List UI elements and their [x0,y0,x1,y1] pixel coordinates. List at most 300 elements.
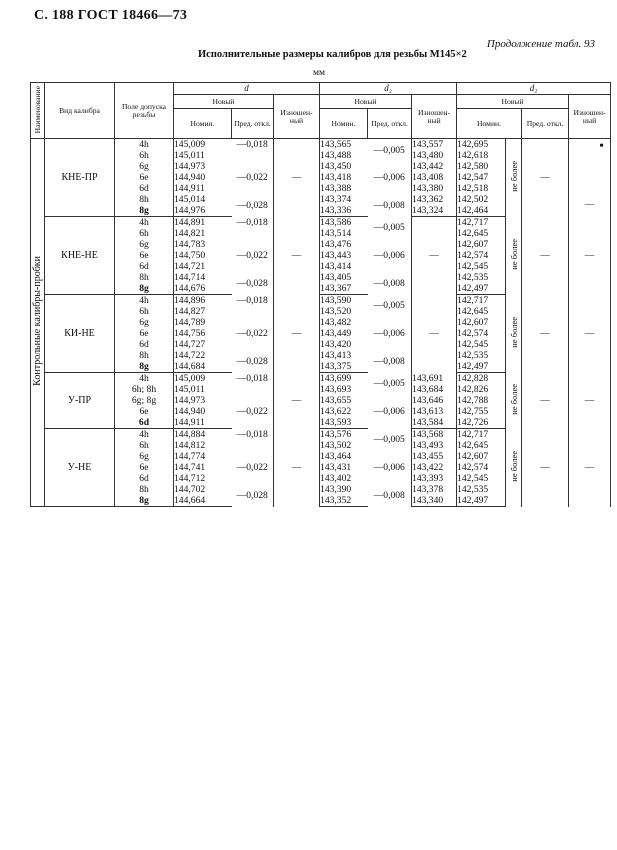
d2-nominal-value: 143,476 [320,239,352,250]
d1-nominal [457,440,506,451]
gauge-kind: У-ПР [45,373,115,429]
d2-worn-value: 143,691 [412,372,444,384]
d-nominal-value: 144,827 [174,306,206,317]
d1-nominal [457,295,506,307]
d-nominal [174,395,232,406]
d2-nominal [320,350,368,361]
tolerance-field: 8g [115,205,174,217]
tolerance-field: 6h [115,150,174,161]
d2-worn [412,473,457,484]
d1-nominal [457,406,506,417]
d-nominal-value: 144,896 [174,295,206,306]
d1-deviation: — [522,429,569,507]
d1-nominal [457,250,506,261]
d1-nominal [457,328,506,339]
d1-nominal [457,306,506,317]
d1-worn [569,139,611,217]
d2-nominal [320,205,368,217]
d2-nominal [320,495,368,507]
not-more-text: не более [508,316,519,348]
d1-worn: — [569,295,611,373]
d1-nominal-value: 142,547 [457,172,489,183]
d1-nominal-value: 142,464 [457,205,489,216]
d-nominal-value: 145,009 [174,139,206,150]
d-nominal-value: 144,684 [174,361,206,372]
d-nominal [174,306,232,317]
d1-nominal [457,217,506,229]
d2-nominal [320,172,368,183]
d2-nominal-value: 143,655 [320,395,352,406]
d2-nominal-value: 143,405 [320,272,352,283]
d2-nominal [320,161,368,172]
d-nominal [174,150,232,161]
d-deviation: —0,018 [232,429,274,452]
d2-worn-value: 143,493 [412,440,444,451]
d-nominal [174,406,232,417]
d-nominal-value: 144,783 [174,239,206,250]
d2-deviation: —0,006 [368,451,412,484]
d2-worn [412,172,457,183]
d-nominal [174,217,232,229]
d2-nominal-value: 143,367 [320,283,352,294]
d-nominal-value: 144,821 [174,228,206,239]
d-nominal-value: 144,973 [174,395,206,406]
d2-nominal [320,194,368,205]
gauge-kind: КНЕ-ПР [45,139,115,217]
d-deviation: —0,018 [232,217,274,240]
d2-nominal [320,261,368,272]
d1-nominal-value: 142,580 [457,161,489,172]
d-nominal [174,417,232,429]
not-more-label [506,373,522,429]
d2-nominal-value: 143,420 [320,339,352,350]
d2-worn-value: 143,340 [412,495,444,506]
d2-worn [412,406,457,417]
d1-nominal-value: 142,788 [457,395,489,406]
d1-worn: — [569,217,611,295]
tolerance-field: 6h [115,440,174,451]
d2-nominal [320,306,368,317]
d2-nominal [320,406,368,417]
d-deviation: —0,022 [232,395,274,429]
d2-worn [412,429,457,441]
d-nominal [174,361,232,373]
d-nominal [174,295,232,307]
d2-worn [412,194,457,205]
d2-nominal [320,150,368,161]
d1-worn-dash: — [584,199,595,210]
d2-worn-value: 143,480 [412,150,444,161]
d2-nominal [320,440,368,451]
mark-dot: • [599,139,605,154]
d2-deviation: —0,006 [368,317,412,350]
d1-nominal [457,462,506,473]
tolerance-field: 4h [115,217,174,229]
d2-worn-value: 143,380 [412,183,444,194]
tolerance-field: 6h [115,228,174,239]
d2-worn [412,462,457,473]
d-nominal [174,495,232,507]
header-d2-dev: Пред. откл. [368,109,412,139]
d1-nominal-value: 142,535 [457,350,489,361]
header-d-nom: Номин. [174,109,232,139]
d1-nominal [457,373,506,385]
d2-nominal [320,295,368,307]
d2-nominal-value: 143,443 [320,250,352,261]
tolerance-field: 4h [115,373,174,385]
not-more-text: не более [508,450,519,482]
d2-nominal [320,272,368,283]
header-d1-new: Новый [457,95,569,109]
d1-nominal-value: 142,497 [457,361,489,372]
d2-worn [412,205,457,217]
d-nominal [174,484,232,495]
d1-nominal-value: 142,535 [457,484,489,495]
d2-nominal-value: 143,414 [320,261,352,272]
d2-worn [412,417,457,429]
tolerance-field: 8h [115,272,174,283]
d-nominal [174,373,232,385]
d-deviation: —0,022 [232,451,274,484]
d-nominal [174,194,232,205]
d2-worn-value: 143,568 [412,429,444,440]
d-nominal-value: 145,011 [174,384,205,395]
d1-nominal-value: 142,607 [457,239,489,250]
d1-nominal [457,205,506,217]
d-nominal-value: 144,741 [174,462,206,473]
d2-nominal [320,462,368,473]
d2-nominal-value: 143,388 [320,183,352,194]
tolerance-field: 6e [115,462,174,473]
d1-deviation: — [522,373,569,429]
tolerance-field: 6e [115,250,174,261]
d2-nominal-value: 143,699 [320,373,352,384]
d-worn: — [274,429,320,507]
d-deviation: —0,022 [232,161,274,194]
d2-worn: — [412,217,457,295]
d2-deviation: —0,006 [368,395,412,429]
d-nominal [174,161,232,172]
d2-nominal-value: 143,413 [320,350,352,361]
d1-worn: — [569,373,611,429]
d-nominal [174,250,232,261]
table-row [31,429,611,441]
d1-nominal-value: 142,717 [457,429,489,440]
d-nominal [174,228,232,239]
tolerance-field: 8h [115,194,174,205]
d2-deviation: —0,005 [368,373,412,396]
d-nominal [174,239,232,250]
d1-nominal-value: 142,726 [457,417,489,428]
d-nominal-value: 144,911 [174,417,205,428]
header-d1-worn: Изношен-ный [569,95,611,139]
tolerance-field: 6g; 8g [115,395,174,406]
d-nominal-value: 145,009 [174,373,206,384]
d1-nominal [457,473,506,484]
d2-nominal-value: 143,593 [320,417,352,428]
d2-nominal-value: 143,336 [320,205,352,216]
tolerance-field: 6d [115,261,174,272]
header-d-worn: Изношен-ный [274,95,320,139]
header-d1-nom: Номин. [457,109,522,139]
tolerance-field: 6g [115,239,174,250]
d1-nominal [457,429,506,441]
d-nominal-value: 144,911 [174,183,205,194]
d-nominal-value: 145,014 [174,194,206,205]
d1-nominal-value: 142,717 [457,217,489,228]
tolerance-field: 6g [115,161,174,172]
d1-nominal [457,317,506,328]
d2-deviation: —0,005 [368,217,412,240]
d2-nominal-value: 143,590 [320,295,352,306]
header-name: Наименование [31,83,45,139]
d-nominal-value: 144,940 [174,406,206,417]
tolerance-field: 6d [115,183,174,194]
d2-nominal [320,484,368,495]
tolerance-field: 6g [115,451,174,462]
d1-nominal [457,228,506,239]
d2-nominal-value: 143,502 [320,440,352,451]
d-nominal [174,350,232,361]
d1-nominal-value: 142,574 [457,328,489,339]
d2-worn-value: 143,455 [412,451,444,462]
d-nominal [174,328,232,339]
d2-worn-value: 143,422 [412,462,444,473]
d1-nominal-value: 142,535 [457,272,489,283]
d2-worn [412,373,457,385]
d-nominal [174,205,232,217]
units-label: мм [313,68,326,78]
tolerance-field: 8g [115,361,174,373]
table-row [31,373,611,385]
side-label [31,139,45,507]
tolerance-field: 4h [115,139,174,151]
d-nominal [174,261,232,272]
d-nominal [174,429,232,441]
d-nominal [174,339,232,350]
header-d-new: Новый [174,95,274,109]
d2-nominal-value: 143,431 [320,462,352,473]
d2-nominal [320,228,368,239]
d1-nominal [457,350,506,361]
tolerance-field: 6d [115,473,174,484]
d2-deviation: —0,005 [368,295,412,318]
d1-deviation: — [522,217,569,295]
d-nominal-value: 144,891 [174,217,206,228]
d2-nominal [320,373,368,385]
d-nominal-value: 144,976 [174,205,206,216]
d1-nominal [457,194,506,205]
table-row [31,139,611,151]
header-d2-worn: Изношен-ный [412,95,457,139]
d2-nominal [320,451,368,462]
d2-worn-value: 143,442 [412,161,444,172]
tolerance-field: 6d [115,417,174,429]
not-more-label [506,139,522,217]
d1-nominal-value: 142,502 [457,194,489,205]
d-nominal [174,451,232,462]
d1-worn: — [569,429,611,507]
d2-nominal-value: 143,514 [320,228,352,239]
d-deviation: —0,028 [232,350,274,373]
d1-nominal-value: 142,826 [457,384,489,395]
d2-worn [412,451,457,462]
d1-nominal [457,261,506,272]
continuation-note: Продолжение табл. 93 [486,38,595,50]
d-nominal-value: 144,722 [174,350,206,361]
page-number: С. 188 ГОСТ 18466—73 [34,8,188,23]
d2-nominal-value: 143,374 [320,194,352,205]
d1-nominal-value: 142,574 [457,250,489,261]
d2-worn-value: 143,584 [412,417,444,428]
d2-nominal [320,429,368,441]
d1-nominal-value: 142,755 [457,406,489,417]
d2-nominal-value: 143,390 [320,484,352,495]
d1-nominal [457,451,506,462]
d2-nominal [320,139,368,151]
d-nominal [174,183,232,194]
d-nominal [174,139,232,151]
d-nominal-value: 144,676 [174,283,206,294]
d-nominal [174,172,232,183]
d1-nominal-value: 142,618 [457,150,489,161]
d2-worn-value: 143,393 [412,473,444,484]
d-nominal-value: 144,702 [174,484,206,495]
d1-nominal [457,161,506,172]
d2-deviation: —0,008 [368,272,412,295]
d2-nominal [320,239,368,250]
d1-nominal-value: 142,518 [457,183,489,194]
d2-nominal-value: 143,464 [320,451,352,462]
tolerance-field: 6h; 8h [115,384,174,395]
d-deviation: —0,022 [232,317,274,350]
d2-nominal [320,417,368,429]
d2-nominal [320,361,368,373]
d1-nominal [457,339,506,350]
d-deviation: —0,018 [232,373,274,396]
d-nominal [174,473,232,484]
d-deviation: —0,028 [232,194,274,217]
d2-nominal [320,328,368,339]
d1-nominal-value: 142,828 [457,373,489,384]
d2-nominal [320,283,368,295]
d1-nominal [457,495,506,507]
d-nominal-value: 144,940 [174,172,206,183]
d2-nominal-value: 143,482 [320,317,352,328]
tolerance-field: 8h [115,484,174,495]
d2-worn-value: 143,378 [412,484,444,495]
tolerance-field: 4h [115,295,174,307]
d-nominal-value: 144,812 [174,440,206,451]
header-d2-new: Новый [320,95,412,109]
d2-worn [412,150,457,161]
d-deviation: —0,022 [232,239,274,272]
d2-worn [412,440,457,451]
table-title: Исполнительные размеры калибров для резьбы М145×2 [198,49,467,60]
not-more-text: не более [508,383,519,415]
d-nominal [174,462,232,473]
dimensions-table [30,82,611,507]
d2-worn [412,183,457,194]
d2-worn-value: 143,613 [412,406,444,417]
d-worn: — [274,295,320,373]
d1-nominal-value: 142,645 [457,440,489,451]
d2-nominal-value: 143,352 [320,495,352,506]
header-kind: Вид калибра [45,83,115,139]
tolerance-field: 6e [115,328,174,339]
d1-nominal-value: 142,497 [457,495,489,506]
d1-nominal [457,395,506,406]
d1-nominal-value: 142,545 [457,473,489,484]
d2-nominal-value: 143,449 [320,328,352,339]
d2-nominal [320,384,368,395]
d2-worn-value: 143,684 [412,384,444,395]
header-d2: d₂ [320,83,457,95]
d-nominal-value: 144,973 [174,161,206,172]
d2-nominal-value: 143,418 [320,172,352,183]
d2-nominal-value: 143,693 [320,384,352,395]
d1-nominal-value: 142,695 [457,139,489,150]
tolerance-field: 6d [115,339,174,350]
d1-nominal [457,272,506,283]
d-nominal-value: 144,664 [174,495,206,506]
d2-worn-value: 143,324 [412,205,444,216]
d2-nominal-value: 143,520 [320,306,352,317]
d-nominal-value: 144,884 [174,429,206,440]
d2-deviation: —0,006 [368,161,412,194]
not-more-text: не более [508,160,519,192]
d-worn: — [274,139,320,217]
d-nominal-value: 144,756 [174,328,206,339]
tolerance-field: 6e [115,406,174,417]
tolerance-field: 8h [115,350,174,361]
side-label-text: Контрольные калибры-пробки [32,256,43,386]
table-row [31,295,611,307]
tolerance-field: 6e [115,172,174,183]
d-nominal-value: 144,714 [174,272,206,283]
d2-worn-value: 143,362 [412,194,444,205]
d1-nominal-value: 142,497 [457,283,489,294]
header-tolerance: Поле допуска резьбы [115,83,174,139]
d2-nominal-value: 143,488 [320,150,352,161]
d2-worn [412,161,457,172]
d1-deviation: — [522,295,569,373]
d1-nominal-value: 142,645 [457,306,489,317]
d1-nominal [457,417,506,429]
d2-deviation: —0,006 [368,239,412,272]
tolerance-field: 6g [115,317,174,328]
d2-deviation: —0,008 [368,194,412,217]
d2-worn-value: 143,557 [412,139,444,150]
d2-nominal [320,250,368,261]
d-nominal-value: 145,011 [174,150,205,161]
not-more-label [506,217,522,295]
d2-worn [412,495,457,507]
header-d1-dev: Пред. откл. [522,109,569,139]
d1-deviation: — [522,139,569,217]
d2-worn [412,484,457,495]
not-more-label [506,429,522,507]
d-deviation: —0,018 [232,139,274,162]
d1-nominal [457,183,506,194]
d-deviation: —0,028 [232,272,274,295]
d-nominal-value: 144,712 [174,473,206,484]
d2-nominal [320,473,368,484]
d2-nominal-value: 143,375 [320,361,352,372]
d-deviation: —0,018 [232,295,274,318]
tolerance-field: 8g [115,495,174,507]
d1-nominal-value: 142,607 [457,317,489,328]
